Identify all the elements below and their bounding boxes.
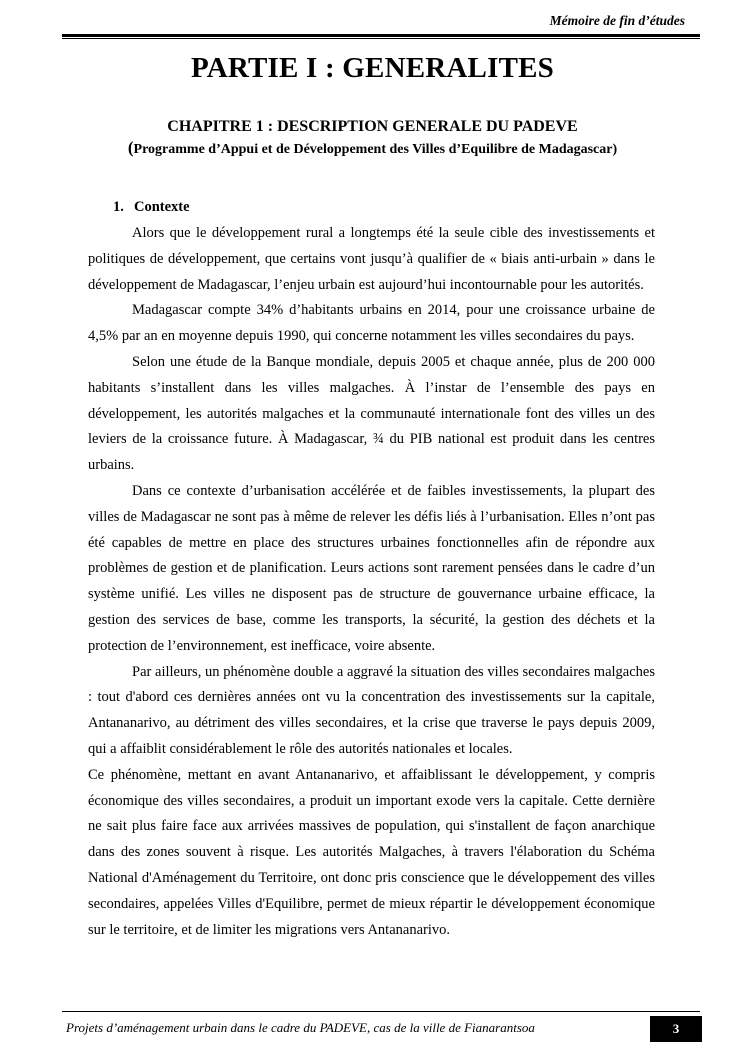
running-header: Mémoire de fin d’études <box>549 13 685 28</box>
paragraph: Par ailleurs, un phénomène double a aggravé la situation des villes secondaires malgaches : tout d'abord ces dernières années ont vu la concentration des investissements sur la capitale, Antananarivo, au détriment des villes secondaires, et la crise que traverse le pays depuis 2009, qui a affaiblit considérablement le rôle des autorités nationales et locales. <box>88 663 655 757</box>
section-title: Contexte <box>134 199 190 215</box>
chapter-title: CHAPITRE 1 : DESCRIPTION GENERALE DU PADEVE <box>167 118 578 135</box>
section-number: 1. <box>113 199 124 215</box>
subtitle-text: Programme d’Appui et de Développement des Villes d’Equilibre de Madagascar) <box>133 142 618 157</box>
paragraph: Alors que le développement rural a longtemps été la seule cible des investissements et politiques de développement, que certains vont jusqu’à qualifier de « biais anti-urbain » dans le développement de Madagascar, l’enjeu urbain est aujourd’hui incontournable pour les autorités. <box>88 225 655 293</box>
body-text <box>88 221 655 943</box>
header-rule <box>62 34 700 37</box>
paragraph: Ce phénomène, mettant en avant Antananarivo, et affaiblissant le développement, y compris économique des villes secondaires, a produit un important exode vers la capitale. Cette dernière ne sait plus faire face aux arrivées massives de population, qui s'installent de façon anarchique dans des zones souvent à risque. Les autorités Malgaches, à travers l'élaboration du Schéma National d'Aménagement du Territoire, ont donc pris conscience que le développement des villes secondaires, appelées Villes d'Equilibre, permet de mieux répartir le développement économique sur le territoire, et de limiter les migrations vers Antananarivo. <box>88 766 655 938</box>
paragraph: Selon une étude de la Banque mondiale, depuis 2005 et chaque année, plus de 200 000 habitants s’installent dans les villes malgaches. À l’instar de l’ensemble des pays en développement, les autorités malgaches et la communauté internationale font des villes un des leviers de la croissance future. À Madagascar, ¾ du PIB national est produit dans les centres urbains. <box>88 353 655 474</box>
paragraph: Madagascar compte 34% d’habitants urbains en 2014, pour une croissance urbaine de 4,5% par an en moyenne depuis 1990, qui concerne notamment les villes secondaires du pays. <box>88 302 655 345</box>
footer-text: Projets d’aménagement urbain dans le cadre du PADEVE, cas de la ville de Fianarantsoa <box>66 1020 535 1035</box>
part-title: PARTIE I : GENERALITES <box>190 52 554 84</box>
subtitle-open-paren: ( <box>127 138 134 157</box>
paragraph: Dans ce contexte d’urbanisation accélérée et de faibles investissements, la plupart des villes de Madagascar ne sont pas à même de relever les défis liés à l’urbanisation. Elles n’ont pas été capables de mettre en place des structures urbaines fonctionnelles afin de répondre aux problèmes de gestion et de planification. Leurs actions sont rarement pensées dans le cadre d’un système unifié. Les villes ne disposent pas de structure de gouvernance urbaine efficace, la gestion des services de base, comme les transports, la sécurité, la gestion des déchets et la protection de l’environnement, est inefficace, voire absente. <box>88 482 655 654</box>
header-rule-thin <box>62 38 700 39</box>
section-heading <box>113 199 190 216</box>
chapter-subtitle <box>0 138 745 158</box>
page-number: 3 <box>650 1016 702 1042</box>
footer-rule <box>62 1011 700 1012</box>
